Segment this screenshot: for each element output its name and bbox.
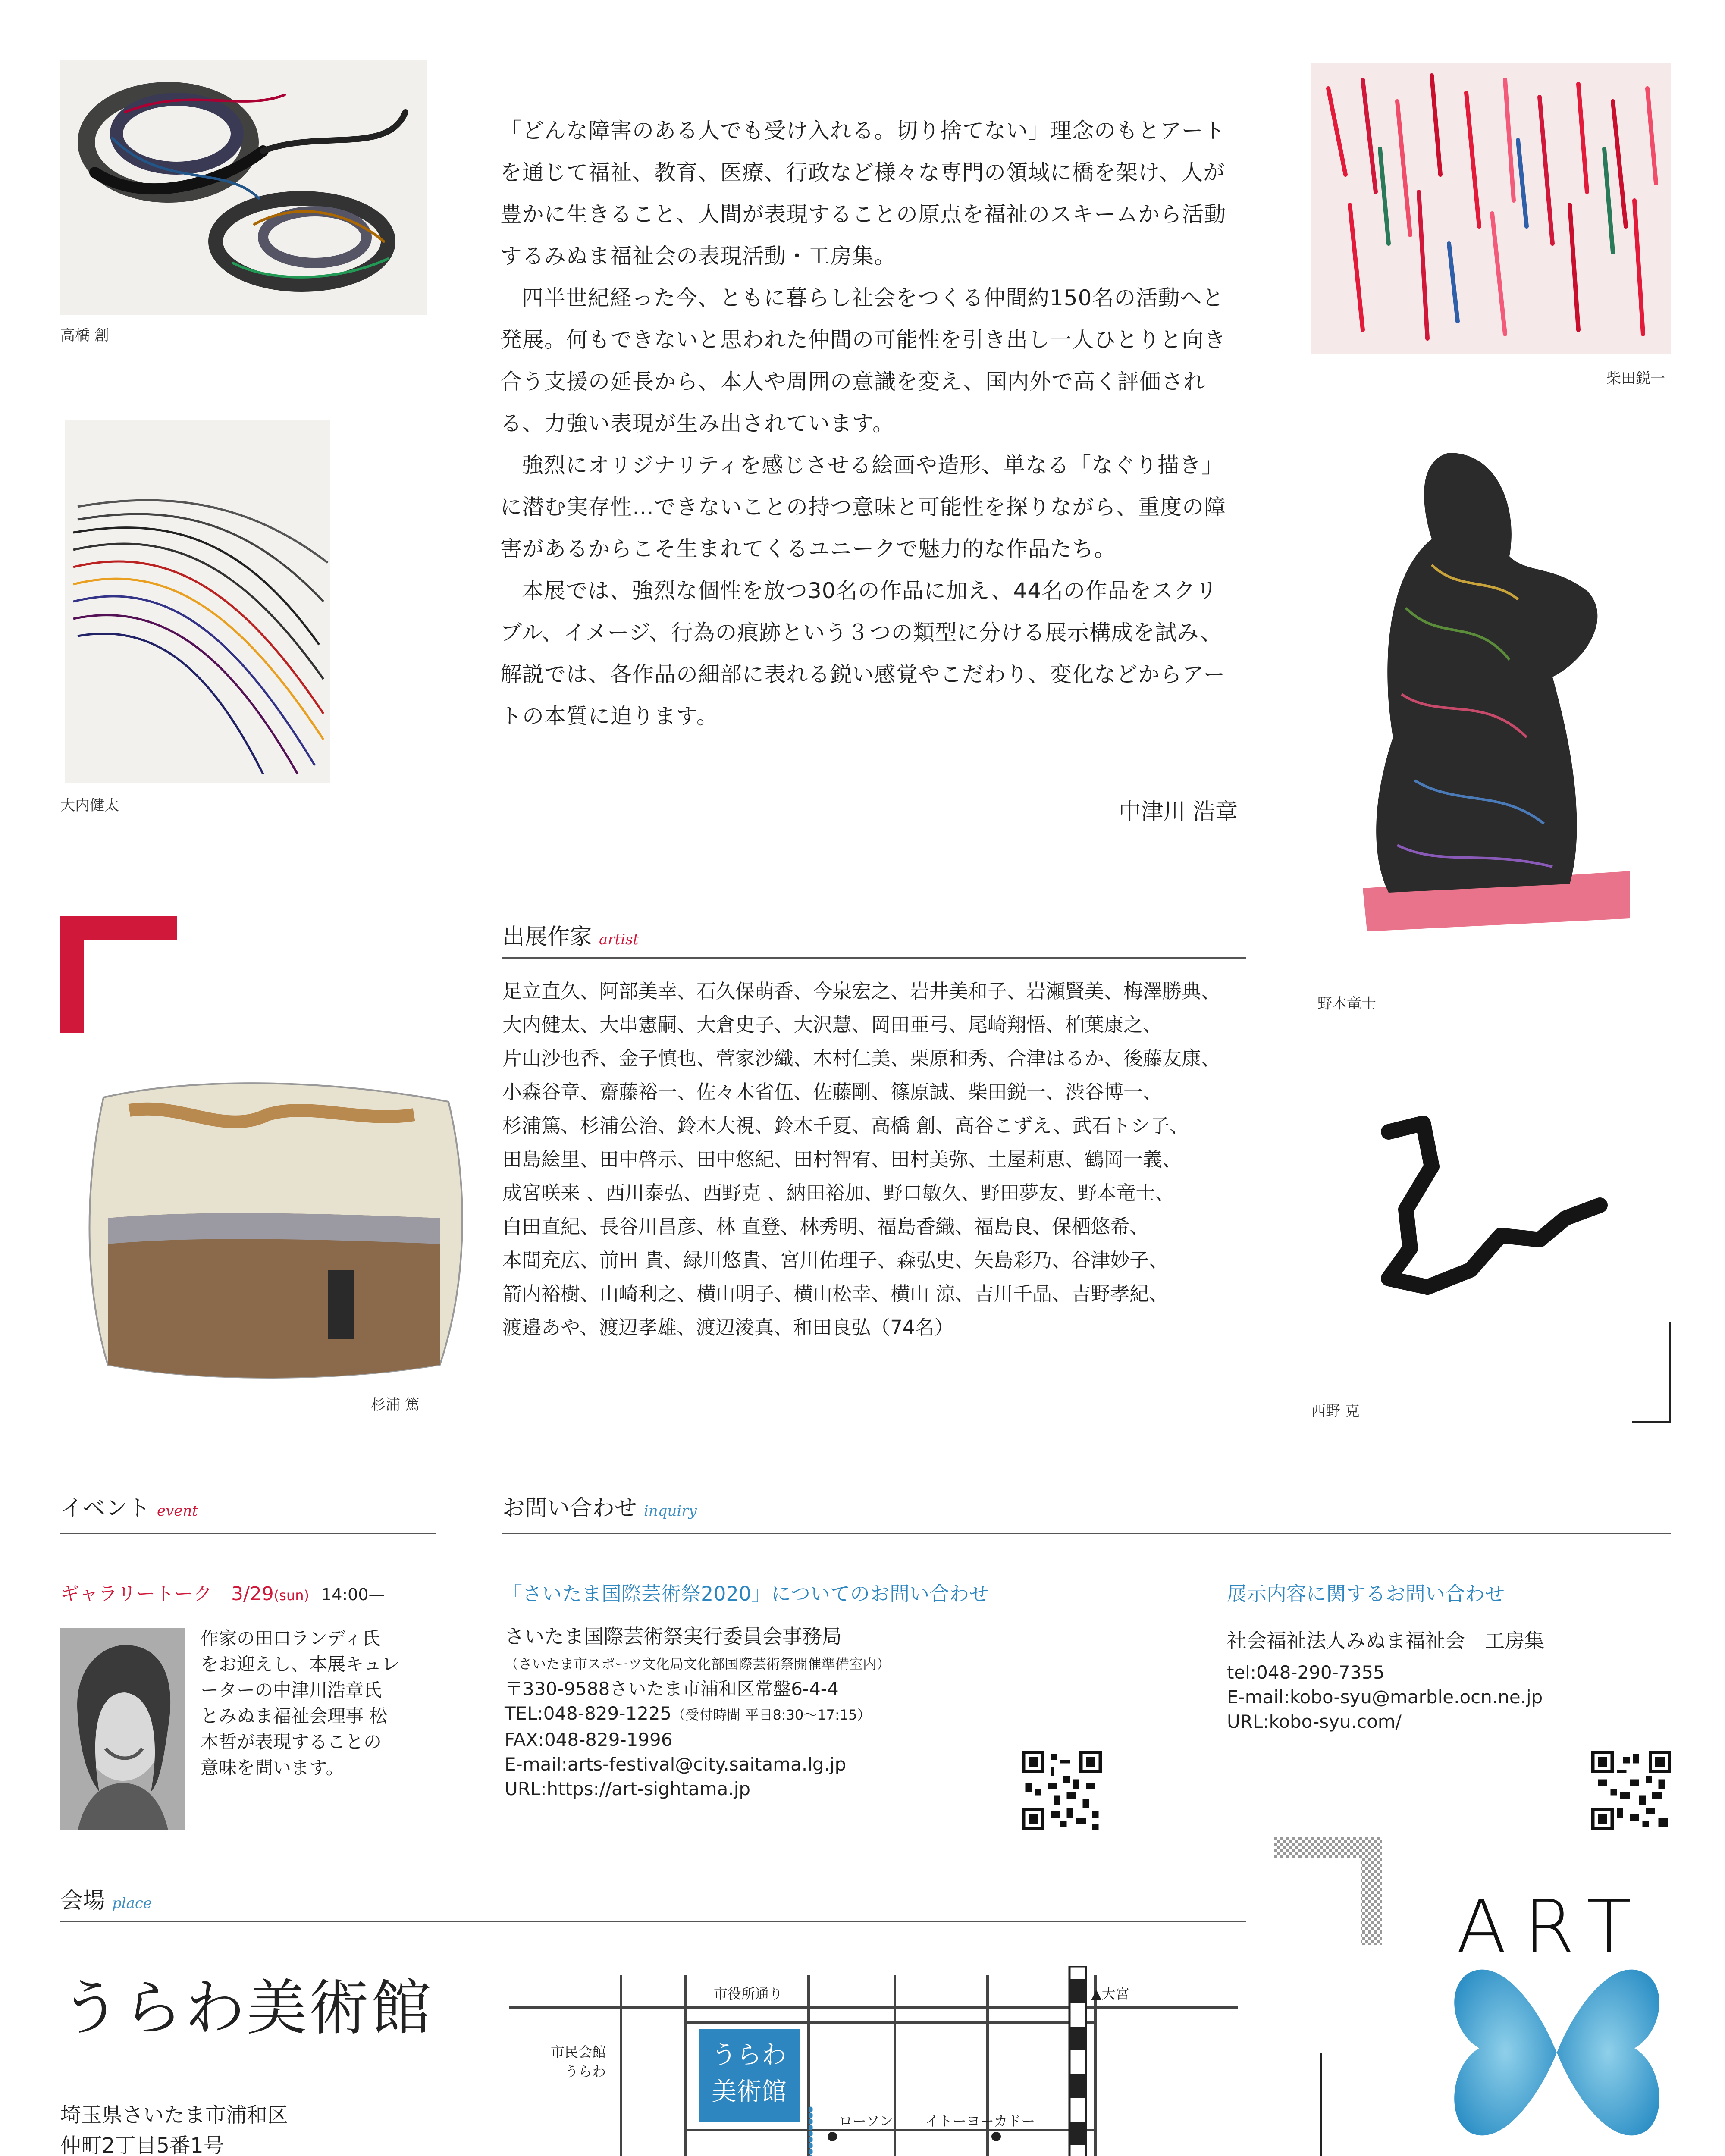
venue-address-line: 埼玉県さいたま市浦和区 (60, 2103, 289, 2127)
caption-sugiura: 杉浦 篤 (371, 1396, 420, 1413)
inquiry-divider (502, 1533, 1671, 1534)
festival-email[interactable]: E-mail:arts-festival@city.saitama.lg.jp (505, 1754, 847, 1775)
event-subtitle: event (157, 1502, 198, 1520)
venue-map (500, 1966, 1246, 2156)
logo-butterfly-icon (1445, 1958, 1669, 2147)
gray-bracket-decoration (1274, 1837, 1382, 1945)
intro-paragraph: 本展では、強烈な個性を放つ30名の作品に加え、44名の作品をスクリブル、イメージ、行為の痕跡という３つの類型に分ける展示構成を試み、解説では、各作品の細部に表れる鋭い感覚やこだわり、変化などからアートの本質に迫ります。 (500, 578, 1226, 729)
map-museum-label: 美術館 (711, 2077, 787, 2106)
map-label-omiya: ▲大宮 (1091, 1986, 1129, 2002)
red-corner-mark (60, 916, 177, 1033)
event-desc-line: 意味を問います。 (201, 1757, 344, 1778)
event-desc-line: 本哲が表現することの (201, 1731, 382, 1752)
artists-line: 白田直紀、長谷川昌彦、林 直登、林秀明、福島香織、福島良、保栖悠希、 (502, 1215, 1149, 1238)
artwork-sugiura (69, 1063, 474, 1391)
venue-address-line: 仲町2丁目5番1号 (60, 2134, 224, 2156)
artwork-shibata (1311, 63, 1671, 354)
event-line (60, 1578, 385, 1606)
venue-subtitle: place (112, 1895, 152, 1912)
artists-line: 本間充広、前田 貴、緑川悠貴、宮川佑理子、森弘史、矢島彩乃、谷津妙子、 (502, 1249, 1169, 1272)
event-desc-line: ーターの中津川浩章氏 (201, 1680, 382, 1701)
festival-inquiry-details (505, 1621, 1022, 1801)
exhibit-url[interactable]: URL:kobo-syu.com/ (1227, 1711, 1402, 1732)
venue-heading (60, 1882, 152, 1915)
intro-author: 中津川 浩章 (1118, 799, 1238, 825)
festival-qr-code[interactable] (1022, 1751, 1102, 1830)
exhibit-email[interactable]: E-mail:kobo-syu@marble.ocn.ne.jp (1227, 1686, 1543, 1708)
event-desc-line: 作家の田口ランディ氏 (201, 1628, 380, 1649)
artists-line: 渡邉あや、渡辺孝雄、渡辺淩真、和田良弘（74名） (502, 1316, 954, 1339)
exhibit-inquiry-details (1227, 1621, 1680, 1734)
artists-line: 片山沙也香、金子慎也、菅家沙織、木村仁美、栗原和秀、合津はるか、後藤友康、 (502, 1047, 1221, 1070)
artwork-ouchi (65, 420, 330, 783)
event-heading (60, 1490, 198, 1522)
intro-paragraph: 四半世紀経った今、ともに暮らし社会をつくる仲間約150名の活動へと発展。何もできないと思われた仲間の可能性を引き出し一人ひとりと向き合う支援の延長から、本人や周囲の意識を変え、国内外で高く評価される、力強い表現が生み出されています。 (500, 285, 1226, 436)
venue-title-label: 会場 (60, 1888, 106, 1914)
artwork-nomoto (1328, 436, 1639, 931)
event-date: 3/29 (231, 1583, 274, 1605)
event-title-label: イベント (60, 1495, 151, 1521)
festival-inquiry-title: 「さいたま国際芸術祭2020」についてのお問い合わせ (502, 1582, 989, 1605)
inquiry-heading (502, 1490, 697, 1522)
festival-dept: （さいたま市スポーツ文化局文化部国際芸術祭開催準備室内） (505, 1656, 891, 1672)
map-label-urawa: うらわ (564, 2063, 606, 2080)
right-bracket-line (1320, 2053, 1322, 2156)
venue-address (60, 2100, 340, 2156)
artists-line: 田島絵里、田中啓示、田中悠紀、田村智宥、田村美弥、土屋莉恵、鶴岡一義、 (502, 1148, 1182, 1171)
festival-url[interactable]: URL:https://art-sightama.jp (505, 1778, 751, 1799)
inquiry-subtitle: inquiry (644, 1502, 697, 1520)
intro-paragraph: 「どんな障害のある人でも受け入れる。切り捨てない」理念のもとアートを通じて福祉、教育、医療、行政など様々な専門の領域に橋を架け、人が豊かに生きること、人間が表現することの原点を福祉のスキームから活動するみぬま福祉会の表現活動・工房集。 (500, 118, 1226, 269)
map-label-shimin: 市民会館 (550, 2044, 606, 2060)
artists-title: 出展作家 (502, 924, 593, 950)
event-desc-line: とみぬま福祉会理事 松 (201, 1705, 388, 1727)
artists-subtitle: artist (599, 931, 639, 948)
exhibit-qr-code[interactable] (1591, 1751, 1671, 1830)
artists-line: 小森谷章、齋藤裕一、佐々木省伍、佐藤剛、篠原誠、柴田鋭一、渋谷博一、 (502, 1081, 1163, 1103)
caption-takahashi: 高橋 創 (60, 327, 109, 344)
event-divider (60, 1533, 436, 1534)
caption-ouchi: 大内健太 (60, 797, 119, 814)
event-dow: (sun) (273, 1587, 310, 1604)
exhibit-tel: tel:048-290-7355 (1227, 1662, 1385, 1683)
caption-nomoto: 野本竜士 (1317, 995, 1376, 1012)
venue-divider (60, 1921, 1246, 1922)
event-title: ギャラリートーク (60, 1583, 212, 1605)
artists-line: 箭内裕樹、山崎利之、横山明子、横山松幸、横山 涼、吉川千晶、吉野孝紀、 (502, 1282, 1169, 1305)
map-label-lawson: ローソン (839, 2113, 894, 2129)
event-description (201, 1626, 436, 1781)
caption-nishino: 西野 克 (1311, 1403, 1360, 1420)
corner-bracket (1632, 1322, 1671, 1423)
logo-art: ART (1456, 1884, 1649, 1970)
caption-shibata: 柴田鋭一 (1606, 370, 1665, 387)
exhibit-inquiry-title: 展示内容に関するお問い合わせ (1227, 1582, 1505, 1605)
artists-heading (502, 918, 639, 951)
festival-hours: （受付時間 平日8:30～17:15） (671, 1707, 871, 1723)
festival-org: さいたま国際芸術祭実行委員会事務局 (505, 1625, 842, 1648)
intro-text (500, 110, 1238, 737)
artists-line: 大内健太、大串憲嗣、大倉史子、大沢慧、岡田亜弓、尾崎翔悟、柏葉康之、 (502, 1013, 1163, 1036)
map-label-shiyakusho: 市役所通り (714, 1986, 783, 2002)
festival-tel-line (505, 1701, 1022, 1727)
festival-logo (1427, 1884, 1686, 2156)
venue-name: うらわ美術館 (60, 1973, 433, 2043)
artists-line: 杉浦篤、杉浦公治、鈴木大視、鈴木千夏、高橋 創、高谷こずえ、武石トシ子、 (502, 1114, 1189, 1137)
artwork-nishino (1358, 1106, 1609, 1300)
event-desc-line: をお迎えし、本展キュレ (201, 1654, 400, 1675)
festival-address: 〒330-9588さいたま市浦和区常盤6-4-4 (505, 1678, 839, 1699)
artists-divider (502, 957, 1246, 959)
artists-line: 足立直久、阿部美幸、石久保萌香、今泉宏之、岩井美和子、岩瀬賢美、梅澤勝典、 (502, 980, 1221, 1003)
exhibit-org: 社会福祉法人みぬま福祉会 工房集 (1227, 1629, 1544, 1652)
map-label-itoyokado: イトーヨーカドー (925, 2113, 1035, 2129)
artists-line: 成宮咲来 、西川泰弘、西野克 、納田裕加、野口敏久、野田夢友、野本竜士、 (502, 1181, 1175, 1204)
inquiry-title: お問い合わせ (502, 1495, 637, 1521)
event-photo (60, 1628, 185, 1830)
festival-fax: FAX:048-829-1996 (505, 1729, 673, 1750)
event-time: 14:00— (321, 1585, 385, 1604)
artists-list (502, 975, 1244, 1344)
intro-paragraph: 強烈にオリジナリティを感じさせる絵画や造形、単なる「なぐり描き」に潜む実存性…できないことの持つ意味と可能性を探りながら、重度の障害があるからこそ生まれてくるユニークで魅力的な作品たち。 (500, 453, 1226, 561)
artwork-takahashi (60, 60, 427, 315)
festival-tel: TEL:048-829-1225 (505, 1703, 672, 1724)
map-museum-label: うらわ (711, 2040, 787, 2069)
